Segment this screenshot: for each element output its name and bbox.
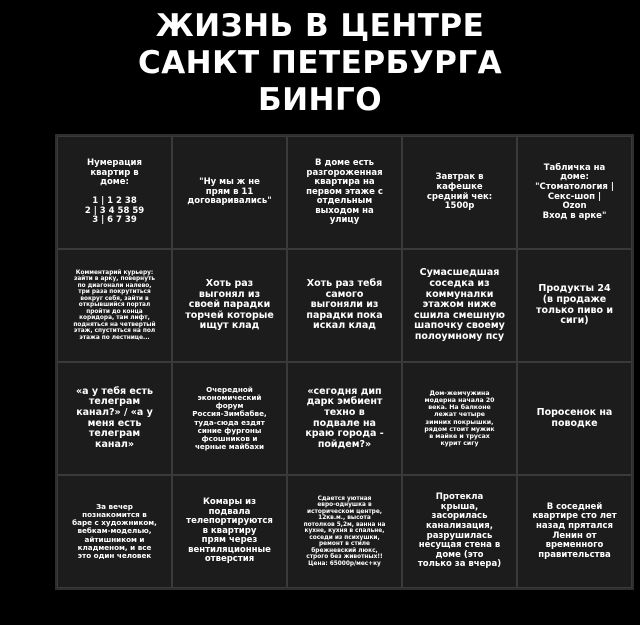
bingo-cell[interactable]: В соседней квартире сто лет назад прятался Ленин от временного правительства	[517, 475, 632, 588]
bingo-cell[interactable]: Хоть раз тебя самого выгоняли из парадки пока искал клад	[287, 249, 402, 362]
bingo-cell[interactable]: Очередной экономический форум Россия-Зимбабве, туда-сюда ездят синие фургоны фсошников и черные майбахи	[172, 362, 287, 475]
bingo-cell[interactable]: «сегодня дип дарк эмбиент техно в подвале на краю города - пойдем?»	[287, 362, 402, 475]
bingo-grid	[55, 134, 634, 590]
title-line-3: БИНГО	[257, 82, 383, 118]
bingo-cell[interactable]: Поросенок на поводке	[517, 362, 632, 475]
bingo-cell[interactable]: Протекла крыша, засорилась канализация, разрушилась несущая стена в доме (это только за вчера)	[402, 475, 517, 588]
bingo-cell[interactable]: Табличка на доме: "Стоматология | Секс-шоп | Ozon Вход в арке"	[517, 136, 632, 249]
bingo-cell[interactable]: Комары из подвала телепортируются в квартиру прям через вентиляционные отверстия	[172, 475, 287, 588]
bingo-cell[interactable]: За вечер познакомится в баре с художником, вебкам-моделью, айтишником и кладменом, и все это один человек	[57, 475, 172, 588]
bingo-cell[interactable]: Хоть раз выгонял из своей парадки торчей которые ищут клад	[172, 249, 287, 362]
title-line-2: САНКТ ПЕТЕРБУРГА	[137, 45, 503, 81]
bingo-cell[interactable]: "Ну мы ж не прям в 11 договаривались"	[172, 136, 287, 249]
title-line-1: ЖИЗНЬ В ЦЕНТРЕ	[155, 8, 485, 44]
bingo-cell[interactable]: Продукты 24 (в продаже только пиво и сиги)	[517, 249, 632, 362]
bingo-cell[interactable]: Сумасшедшая соседка из коммуналки этажом ниже сшила смешную шапочку своему полоумному псу	[402, 249, 517, 362]
bingo-cell[interactable]: «а у тебя есть телеграм канал?» / «а у меня есть телеграм канал»	[57, 362, 172, 475]
bingo-cell[interactable]: В доме есть разгороженная квартира на первом этаже с отдельным выходом на улицу	[287, 136, 402, 249]
page-title	[0, 8, 640, 119]
bingo-cell[interactable]: Нумерация квартир в доме: 1 | 1 2 38 2 | 3 4 58 59 3 | 6 7 39	[57, 136, 172, 249]
bingo-cell[interactable]: Завтрак в кафешке средний чек: 1500р	[402, 136, 517, 249]
bingo-cell[interactable]: Сдается уютная евро-однушка в историческом центре, 12кв.м., высота потолков 5,2м, ванна на кухне, кухня в спальне, соседи из психушки, ремонт в стиле брежневский люкс, строго без животных!! Цена: 65000р/мес+ку	[287, 475, 402, 588]
bingo-cell[interactable]: Дом-жемчужина модерна начала 20 века. На балконе лежат четыре зимних покрышки, рядом стоит мужик в майке и трусах курит сигу	[402, 362, 517, 475]
bingo-cell[interactable]: Комментарий курьеру: зайти в арку, повернуть по диагонали налево, три раза покрутиться вокруг себя, зайти в открывшийся портал пройти до конца коридора, там лифт, подняться на четвертый этаж, спуститься на пол этажа по лестнице...	[57, 249, 172, 362]
